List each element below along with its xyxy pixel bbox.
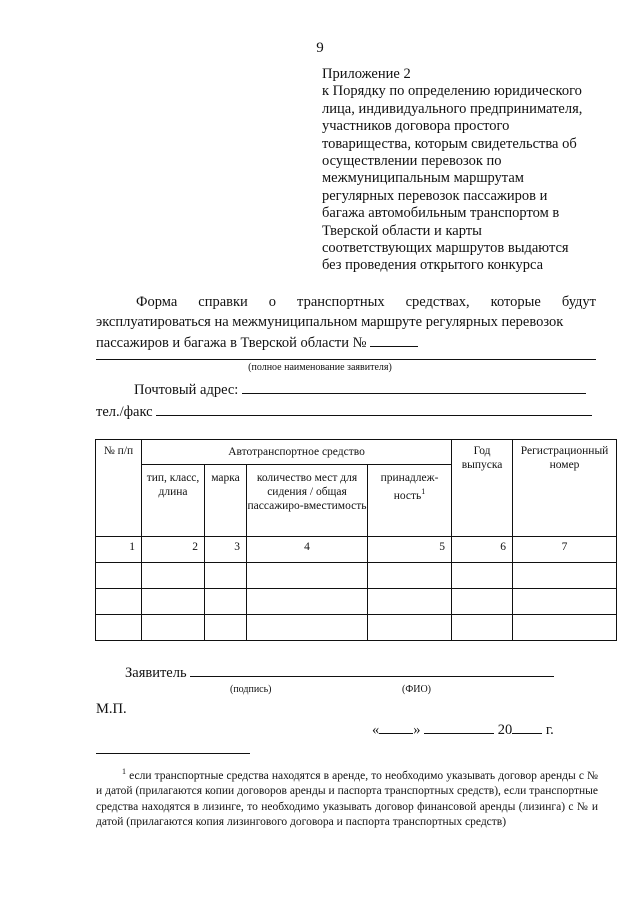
footnote-text: если транспортные средства находятся в аренде, то необходимо указывать договор аренды с № и датой (прилагаются копии договоров аренды и паспорта транспортных средств), если транспортные средства находятся в лизинге, то необходимо указывать договор финансовой аренды (лизинга) с № и датой (прилагаются копия лизингового договора и паспорта транспортных средств) — [96, 769, 599, 829]
column-number: 1 — [96, 537, 142, 563]
date-row — [372, 719, 554, 739]
footnote-marker: 1 — [122, 767, 126, 776]
appendix-line: багажа автомобильным транспортом в — [322, 205, 560, 222]
footnote — [96, 764, 598, 831]
date-open-quote: « — [372, 722, 380, 738]
appendix-line: соответствующих маршрутов выдаются — [322, 240, 569, 257]
stamp-placeholder: М.П. — [96, 701, 127, 717]
appendix-title: Приложение 2 — [322, 66, 411, 82]
table-cell[interactable] — [205, 615, 247, 641]
postal-address-row — [134, 379, 586, 399]
table-numbering-row — [96, 537, 617, 563]
table-cell[interactable] — [205, 563, 247, 589]
appendix-line: межмуниципальным маршрутам — [322, 170, 524, 187]
table-cell[interactable] — [513, 615, 617, 641]
form-title-line-text: пассажиров и багажа в Тверской области № — [96, 335, 367, 351]
header-registration: Регистрационный номер — [513, 440, 617, 537]
applicant-name-caption: (полное наименование заявителя) — [248, 362, 392, 373]
form-title — [96, 292, 596, 353]
appendix-line: к Порядку по определению юридического — [322, 83, 582, 100]
footnote-ref: 1 — [421, 487, 426, 496]
table-cell[interactable] — [96, 615, 142, 641]
column-number: 2 — [142, 537, 205, 563]
footnote-separator — [96, 753, 250, 754]
appendix-line: участников договора простого — [322, 118, 510, 135]
form-title-line: эксплуатироваться на межмуниципальном маршруте регулярных перевозок — [96, 314, 564, 330]
header-type: тип, класс, длина — [142, 465, 205, 537]
table-cell[interactable] — [368, 589, 452, 615]
table-cell[interactable] — [142, 563, 205, 589]
header-brand: марка — [205, 465, 247, 537]
table-cell[interactable] — [96, 563, 142, 589]
table-cell[interactable] — [247, 563, 368, 589]
header-vehicle: Автотранспортное средство — [142, 440, 452, 465]
table-row[interactable] — [96, 615, 617, 641]
phone-field[interactable] — [156, 401, 592, 416]
header-number: № п/п — [96, 440, 142, 537]
table-cell[interactable] — [452, 589, 513, 615]
postal-address-label: Почтовый адрес: — [134, 382, 239, 398]
appendix-line: осуществлении перевозок по — [322, 153, 502, 170]
column-number: 5 — [368, 537, 452, 563]
table-cell[interactable] — [368, 615, 452, 641]
table-row[interactable] — [96, 563, 617, 589]
route-number-field[interactable] — [370, 332, 418, 347]
header-seats: количество мест для сидения / общая пассажиро-вместимость — [247, 465, 368, 537]
appendix-line: регулярных перевозок пассажиров и — [322, 187, 548, 204]
table-cell[interactable] — [452, 615, 513, 641]
date-day-field[interactable] — [379, 719, 413, 734]
table-row[interactable] — [96, 589, 617, 615]
table-cell[interactable] — [96, 589, 142, 615]
applicant-signature-field[interactable] — [190, 662, 554, 677]
signature-caption: (подпись) — [230, 684, 272, 695]
table-cell[interactable] — [142, 589, 205, 615]
applicant-name-field[interactable] — [96, 359, 596, 360]
table-cell[interactable] — [513, 589, 617, 615]
column-number: 6 — [452, 537, 513, 563]
applicant-signature-row — [125, 662, 554, 682]
column-number: 7 — [513, 537, 617, 563]
header-ownership — [368, 465, 452, 537]
date-month-field[interactable] — [424, 719, 494, 734]
form-title-line — [96, 332, 596, 353]
header-year: Год выпуска — [452, 440, 513, 537]
date-year-suffix: г. — [545, 722, 554, 738]
vehicles-table — [95, 439, 617, 641]
form-title-line: Форма справки о транспортных средствах, которые будут — [136, 294, 596, 310]
table-cell[interactable] — [368, 563, 452, 589]
name-caption: (ФИО) — [402, 684, 432, 695]
date-year-prefix: 20 — [497, 722, 513, 738]
date-year-field[interactable] — [512, 719, 542, 734]
date-close-quote: » — [413, 722, 421, 738]
table-cell[interactable] — [513, 563, 617, 589]
page-number: 9 — [316, 40, 324, 56]
column-number: 4 — [247, 537, 368, 563]
phone-row — [96, 401, 592, 421]
header-ownership-text: принадлеж-ность — [380, 472, 439, 502]
appendix-line: Тверской области и карты — [322, 222, 482, 239]
appendix-header — [322, 66, 622, 275]
appendix-line: лица, индивидуального предпринимателя, — [322, 100, 583, 117]
table-cell[interactable] — [452, 563, 513, 589]
table-cell[interactable] — [205, 589, 247, 615]
phone-label: тел./факс — [96, 404, 153, 420]
table-cell[interactable] — [247, 589, 368, 615]
table-cell[interactable] — [142, 615, 205, 641]
applicant-label: Заявитель — [125, 665, 187, 681]
column-number: 3 — [205, 537, 247, 563]
table-cell[interactable] — [247, 615, 368, 641]
postal-address-field[interactable] — [242, 379, 586, 394]
appendix-line: товарищества, которым свидетельства об — [322, 135, 577, 152]
appendix-line: без проведения открытого конкурса — [322, 257, 544, 274]
